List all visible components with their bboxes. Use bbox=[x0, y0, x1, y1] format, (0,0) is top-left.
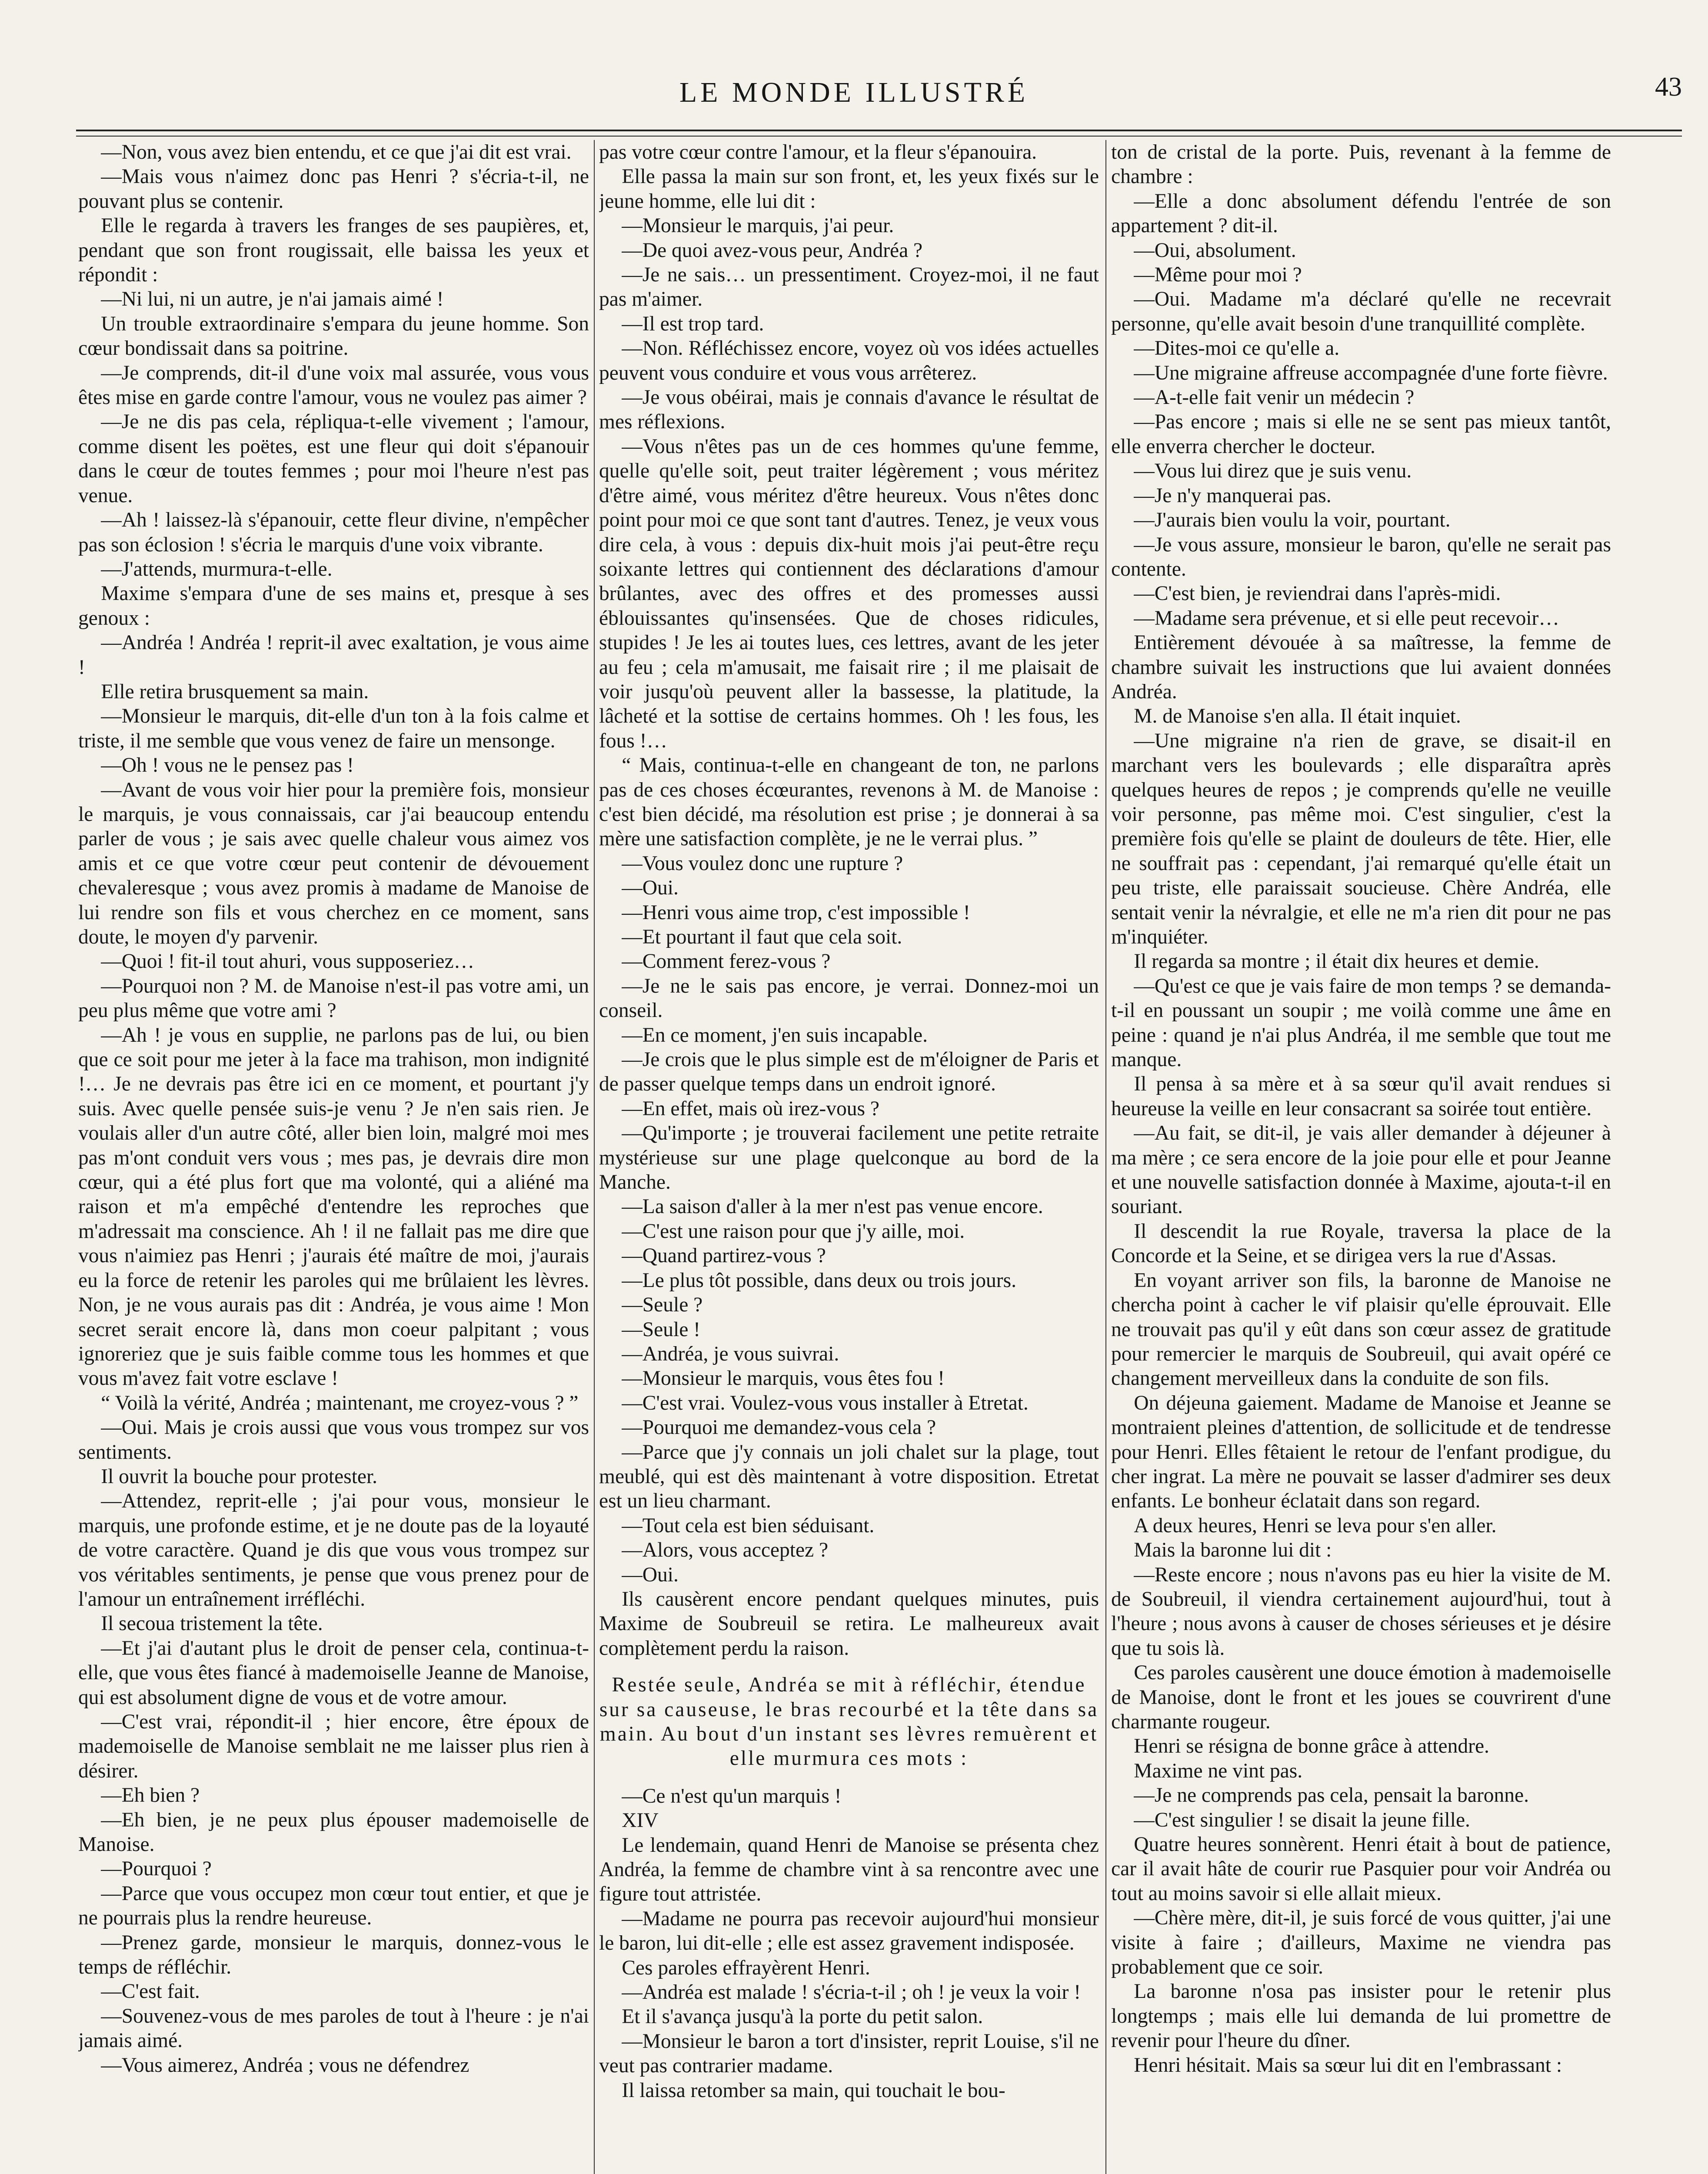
column-separator-1 bbox=[594, 140, 595, 2174]
paragraph: —La saison d'aller à la mer n'est pas venue encore. bbox=[622, 1195, 1043, 1218]
paragraph: Il descendit la rue Royale, traversa la place de la Concorde et la Seine, et se dirigea vers la rue d'Assas. bbox=[1111, 1220, 1611, 1267]
paragraph: —Non, vous avez bien entendu, et ce que j'ai dit est vrai. bbox=[101, 141, 572, 163]
paragraph: A deux heures, Henri se leva pour s'en aller. bbox=[1134, 1514, 1497, 1537]
paragraph: —C'est singulier ! se disait la jeune fille. bbox=[1134, 1808, 1470, 1831]
paragraph: —Je vous obéirai, mais je connais d'avance le résultat de mes réflexions. bbox=[599, 386, 1099, 433]
paragraph: Mais la baronne lui dit : bbox=[1134, 1539, 1332, 1562]
paragraph: —Pourquoi non ? M. de Manoise n'est-il pas votre ami, un peu plus même que votre ami ? bbox=[78, 974, 589, 1022]
paragraph: —De quoi avez-vous peur, Andréa ? bbox=[622, 239, 923, 262]
paragraph: —C'est fait. bbox=[101, 1980, 200, 2003]
paragraph: —J'attends, murmura-t-elle. bbox=[101, 557, 333, 580]
paragraph: XIV bbox=[622, 1809, 659, 1832]
paragraph: —Vous lui direz que je suis venu. bbox=[1134, 460, 1412, 483]
text-column-3 bbox=[1111, 140, 1611, 2174]
paragraph: —Oui, absolument. bbox=[1134, 239, 1296, 262]
paragraph: —Qu'importe ; je trouverai facilement une petite retraite mystérieuse sur une plage quelconque au bord de la Manche. bbox=[599, 1122, 1099, 1194]
paragraph: —Ah ! je vous en supplie, ne parlons pas de lui, ou bien que ce soit pour me jeter à la face ma trahison, mon indignité !… Je ne devrais pas être ici en ce moment, et pourtant j'y suis. Avec quelle pensée suis-je venu ? Je n'en sais rien. Je voulais aller d'un autre côté, aller bien loin, malgré moi mes pas m'ont conduit vers vous ; mes pas, je devrais dire mon cœur, qui a été plus fort que ma volonté, qui a aliéné ma raison et m'a empêché d'entendre les reproches que m'adressait ma conscience. Ah ! il ne fallait pas me dire que vous n'aimiez pas Henri ; j'aurais été maître de moi, j'aurais eu la force de retenir les paroles qui me brûlaient les lèvres. Non, je ne vous aurais pas dit : Andréa, je vous aime ! Mon secret serait encore là, dans mon coeur palpitant ; vous ignoreriez que je suis faible comme tous les hommes et que vous m'avez fait votre esclave ! bbox=[78, 1024, 589, 1390]
paragraph: Maxime s'empara d'une de ses mains et, presque à ses genoux : bbox=[78, 582, 589, 630]
paragraph: Il regarda sa montre ; il était dix heures et demie. bbox=[1134, 950, 1539, 973]
paragraph: ton de cristal de la porte. Puis, revenant à la femme de chambre : bbox=[1111, 141, 1611, 188]
paragraph: —Je ne comprends pas cela, pensait la baronne. bbox=[1134, 1784, 1529, 1807]
paragraph: —Une migraine n'a rien de grave, se disait-il en marchant vers les boulevards ; elle disparaîtra après quelques heures de repos ; je comprends qu'elle ne veuille voir personne, pas même moi. C'est singulier, c'est la première fois qu'elle se plaint de douleurs de tête. Hier, elle ne souffrait pas : cependant, j'ai remarqué qu'elle était un peu triste, elle paraissait soucieuse. Chère Andréa, elle sentait venir la névralgie, et elle ne m'a rien dit pour ne pas m'inquiéter. bbox=[1111, 729, 1611, 948]
paragraph: Ces paroles causèrent une douce émotion à mademoiselle de Manoise, dont le front et les joues se couvrirent d'une charmante rougeur. bbox=[1111, 1661, 1611, 1733]
paragraph: —Et j'ai d'autant plus le droit de penser cela, continua-t-elle, que vous êtes fiancé à mademoiselle Jeanne de Manoise, qui est absolument digne de vous et de votre amour. bbox=[78, 1637, 589, 1709]
paragraph: —Eh bien, je ne peux plus épouser mademoiselle de Manoise. bbox=[78, 1808, 589, 1856]
paragraph: —Le plus tôt possible, dans deux ou trois jours. bbox=[622, 1269, 1016, 1292]
paragraph: —Je crois que le plus simple est de m'éloigner de Paris et de passer quelque temps dans un endroit ignoré. bbox=[599, 1048, 1099, 1096]
paragraph: —J'aurais bien voulu la voir, pourtant. bbox=[1134, 509, 1451, 532]
paragraph: —Je n'y manquerai pas. bbox=[1134, 484, 1332, 507]
paragraph: La baronne n'osa pas insister pour le retenir plus longtemps ; mais elle lui demanda de lui promettre de revenir pour l'heure du dîner. bbox=[1111, 1980, 1611, 2052]
paragraph: Un trouble extraordinaire s'empara du jeune homme. Son cœur bondissait dans sa poitrine. bbox=[78, 312, 589, 360]
paragraph: —Ni lui, ni un autre, je n'ai jamais aimé ! bbox=[101, 288, 444, 311]
paragraph: “ Mais, continua-t-elle en changeant de ton, ne parlons pas de ces choses écœurantes, revenons à M. de Manoise : c'est bien décidé, ma résolution est prise ; je donnerai à sa mère une satisfaction complète, je ne le verrai plus. ” bbox=[599, 754, 1099, 850]
paragraph: —Elle a donc absolument défendu l'entrée de son appartement ? dit-il. bbox=[1111, 190, 1611, 237]
paragraph: —Oh ! vous ne le pensez pas ! bbox=[101, 754, 354, 777]
paragraph: —Une migraine affreuse accompagnée d'une forte fièvre. bbox=[1134, 361, 1608, 384]
paragraph: —Tout cela est bien séduisant. bbox=[622, 1514, 875, 1537]
paragraph: —Comment ferez-vous ? bbox=[622, 950, 831, 973]
page-number: 43 bbox=[1655, 72, 1682, 102]
paragraph: Il laissa retomber sa main, qui touchait le bou- bbox=[622, 2079, 1005, 2102]
paragraph: —Parce que vous occupez mon cœur tout entier, et que je ne pourrais plus la rendre heureuse. bbox=[78, 1882, 589, 1930]
paragraph: —Et pourtant il faut que cela soit. bbox=[622, 926, 902, 948]
paragraph: Maxime ne vint pas. bbox=[1134, 1759, 1303, 1782]
paragraph: Elle le regarda à travers les franges de ses paupières, et, pendant que son front rougissait, elle baissa les yeux et répondit : bbox=[78, 214, 589, 287]
paragraph: Et il s'avança jusqu'à la porte du petit salon. bbox=[622, 2005, 983, 2028]
journal-title: LE MONDE ILLUSTRÉ bbox=[679, 77, 1029, 108]
paragraph: Il secoua tristement la tête. bbox=[101, 1612, 323, 1635]
paragraph: —Madame sera prévenue, et si elle peut recevoir… bbox=[1134, 607, 1559, 630]
paragraph: —Monsieur le marquis, vous êtes fou ! bbox=[622, 1367, 945, 1390]
paragraph: —Je comprends, dit-il d'une voix mal assurée, vous vous êtes mise en garde contre l'amour, vous ne voulez pas aimer ? bbox=[78, 361, 589, 409]
paragraph: —Monsieur le marquis, j'ai peur. bbox=[622, 214, 894, 237]
paragraph: —Eh bien ? bbox=[101, 1784, 200, 1807]
paragraph: —Ce n'est qu'un marquis ! bbox=[622, 1784, 842, 1807]
paragraph: —C'est bien, je reviendrai dans l'après-midi. bbox=[1134, 582, 1501, 605]
paragraph: —Ah ! laissez-là s'épanouir, cette fleur divine, n'empêcher pas son éclosion ! s'écria le marquis d'une voix vibrante. bbox=[78, 509, 589, 556]
paragraph: —Monsieur le baron a tort d'insister, reprit Louise, s'il ne veut pas contrarier madame. bbox=[599, 2030, 1099, 2077]
paragraph: Elle passa la main sur son front, et, les yeux fixés sur le jeune homme, elle lui dit : bbox=[599, 165, 1099, 213]
paragraph: —Seule ? bbox=[622, 1294, 703, 1317]
paragraph: —Parce que j'y connais un joli chalet sur la plage, tout meublé, qui est dès maintenant à votre disposition. Etretat est un lieu charmant. bbox=[599, 1440, 1099, 1513]
paragraph: —Même pour moi ? bbox=[1134, 263, 1302, 287]
text-column-1 bbox=[78, 140, 589, 2174]
paragraph: “ Voilà la vérité, Andréa ; maintenant, me croyez-vous ? ” bbox=[101, 1391, 579, 1414]
paragraph: Ces paroles effrayèrent Henri. bbox=[622, 1956, 870, 1979]
paragraph: —Seule ! bbox=[622, 1318, 700, 1341]
paragraph: —En effet, mais où irez-vous ? bbox=[622, 1097, 879, 1120]
paragraph: —Alors, vous acceptez ? bbox=[622, 1539, 829, 1562]
paragraph: —Souvenez-vous de mes paroles de tout à l'heure : je n'ai jamais aimé. bbox=[78, 2004, 589, 2052]
paragraph: —Oui. bbox=[622, 1563, 679, 1586]
paragraph: Henri se résigna de bonne grâce à attendre. bbox=[1134, 1735, 1489, 1758]
paragraph: —Au fait, se dit-il, je vais aller demander à déjeuner à ma mère ; ce sera encore de la joie pour elle et pour Jeanne et une nouvelle satisfaction donnée à Maxime, ajouta-t-il en souriant. bbox=[1111, 1122, 1611, 1218]
paragraph: —Oui. Madame m'a déclaré qu'elle ne recevrait personne, qu'elle avait besoin d'une tranquillité complète. bbox=[1111, 288, 1611, 335]
paragraph: Elle retira brusquement sa main. bbox=[101, 680, 369, 703]
paragraph: —Reste encore ; nous n'avons pas eu hier la visite de M. de Soubreuil, il viendra certainement aujourd'hui, tout à l'heure ; nous avons à causer de choses sérieuses et je désire que tu sois là. bbox=[1111, 1563, 1611, 1660]
paragraph: Quatre heures sonnèrent. Henri était à bout de patience, car il avait hâte de courir rue Pasquier pour voir Andréa ou tout au moins savoir si elle allait mieux. bbox=[1111, 1833, 1611, 1905]
paragraph: M. de Manoise s'en alla. Il était inquiet. bbox=[1134, 705, 1461, 728]
paragraph: —Non. Réfléchissez encore, voyez où vos idées actuelles peuvent vous conduire et vous vous arrêterez. bbox=[599, 337, 1099, 384]
paragraph: —Quand partirez-vous ? bbox=[622, 1244, 826, 1267]
paragraph: —Oui. Mais je crois aussi que vous vous trompez sur vos sentiments. bbox=[78, 1416, 589, 1464]
paragraph: Il pensa à sa mère et à sa sœur qu'il avait rendues si heureuse la veille en leur consacrant sa soirée tout entière. bbox=[1111, 1073, 1611, 1120]
page-header bbox=[0, 0, 1708, 139]
paragraph: —Madame ne pourra pas recevoir aujourd'hui monsieur le baron, lui dit-elle ; elle est assez gravement indisposée. bbox=[599, 1907, 1099, 1955]
paragraph: —Dites-moi ce qu'elle a. bbox=[1134, 337, 1340, 360]
paragraph: —Mais vous n'aimez donc pas Henri ? s'écria-t-il, ne pouvant plus se contenir. bbox=[78, 165, 589, 213]
paragraph: On déjeuna gaiement. Madame de Manoise et Jeanne se montraient pleines d'attention, de sollicitude et de tendresse pour Henri. Elles fêtaient le retour de l'enfant prodigue, du cher ingrat. La mère ne pouvait se lasser d'admirer ses deux enfants. Le bonheur éclatait dans son regard. bbox=[1111, 1391, 1611, 1513]
paragraph: —Andréa ! Andréa ! reprit-il avec exaltation, je vous aime ! bbox=[78, 631, 589, 679]
paragraph: —Avant de vous voir hier pour la première fois, monsieur le marquis, je vous connaissais, car j'ai beaucoup entendu parler de vous ; je sais avec quelle chaleur vous aimez vos amis et ce que votre cœur peut contenir de dévouement chevaleresque ; vous avez promis à madame de Manoise de lui rendre son fils et vous cherchez en ce moment, sans doute, le moyen d'y parvenir. bbox=[78, 778, 589, 948]
paragraph: —C'est vrai, répondit-il ; hier encore, être époux de mademoiselle de Manoise semblait ne me laisser plus rien à désirer. bbox=[78, 1711, 589, 1782]
chapter-heading: Restée seule, Andréa se mit à réfléchir, étendue sur sa causeuse, le bras recourbé et la tête dans sa main. Au bout d'un instant ses lèvres remuèrent et elle murmura ces mots : bbox=[599, 1674, 1099, 1770]
paragraph: —Oui. bbox=[622, 877, 679, 900]
paragraph: —Vous aimerez, Andréa ; vous ne défendrez bbox=[101, 2054, 469, 2077]
paragraph: —A-t-elle fait venir un médecin ? bbox=[1134, 386, 1415, 409]
paragraph: Entièrement dévouée à sa maîtresse, la femme de chambre suivait les instructions que lui avaient données Andréa. bbox=[1111, 631, 1611, 703]
paragraph: En voyant arriver son fils, la baronne de Manoise ne chercha point à cacher le vif plaisir qu'elle éprouvait. Elle ne trouvait pas qu'il y eût dans son cœur assez de gratitude pour remercier le marquis de Soubreuil, qui avait opéré ce changement merveilleux dans la conduite de son fils. bbox=[1111, 1269, 1611, 1390]
paragraph: —C'est une raison pour que j'y aille, moi. bbox=[622, 1220, 965, 1243]
paragraph: —Vous n'êtes pas un de ces hommes qu'une femme, quelle qu'elle soit, peut traiter légèrement ; vous méritez d'être aimé, vous méritez d'être heureux. Vous n'êtes donc point pour moi ce que sont tant d'autres. Tenez, je veux vous dire cela, à vous : depuis dix-huit mois j'ai peut-être reçu soixante lettres qui contiennent des déclarations d'amour brûlantes, avec des offres et des promesses aussi éblouissantes qu'insensées. Que de choses ridicules, stupides ! Je les ai toutes lues, ces lettres, avant de les jeter au feu ; cela m'amusait, me faisait rire ; il me plaisait de voir jusqu'où peuvent aller la bassesse, la platitude, la lâcheté et la sottise de certains hommes. Oh ! les fous, les fous !… bbox=[599, 435, 1099, 752]
paragraph: —Je ne le sais pas encore, je verrai. Donnez-moi un conseil. bbox=[599, 974, 1099, 1022]
paragraph: —Monsieur le marquis, dit-elle d'un ton à la fois calme et triste, il me semble que vous venez de faire un mensonge. bbox=[78, 705, 589, 752]
paragraph: —C'est vrai. Voulez-vous vous installer à Etretat. bbox=[622, 1391, 1029, 1414]
paragraph: Henri hésitait. Mais sa sœur lui dit en l'embrassant : bbox=[1134, 2054, 1562, 2077]
paragraph: —Je ne sais… un pressentiment. Croyez-moi, il ne faut pas m'aimer. bbox=[599, 263, 1099, 311]
column-separator-2 bbox=[1105, 140, 1106, 2174]
paragraph: Il ouvrit la bouche pour protester. bbox=[101, 1465, 378, 1488]
paragraph: —Chère mère, dit-il, je suis forcé de vous quitter, j'ai une visite à faire ; d'ailleurs, Maxime ne viendra pas probablement que ce soir. bbox=[1111, 1907, 1611, 1979]
paragraph: —Vous voulez donc une rupture ? bbox=[622, 852, 903, 875]
paragraph: —Je vous assure, monsieur le baron, qu'elle ne serait pas contente. bbox=[1111, 533, 1611, 580]
paragraph: —Andréa, je vous suivrai. bbox=[622, 1342, 839, 1365]
header-rule-thin bbox=[76, 136, 1682, 137]
paragraph: —Je ne dis pas cela, répliqua-t-elle vivement ; l'amour, comme disent les poëtes, est une fleur qui doit s'épanouir dans le cœur de toutes femmes ; pour moi l'heure n'est pas venue. bbox=[78, 410, 589, 507]
header-rule-thick bbox=[76, 130, 1682, 131]
paragraph: —Pourquoi ? bbox=[101, 1857, 212, 1881]
paragraph: —Quoi ! fit-il tout ahuri, vous supposeriez… bbox=[101, 950, 475, 973]
paragraph: —Prenez garde, monsieur le marquis, donnez-vous le temps de réfléchir. bbox=[78, 1931, 589, 1979]
paragraph: —Pourquoi me demandez-vous cela ? bbox=[622, 1416, 936, 1439]
paragraph: —Pas encore ; mais si elle ne se sent pas mieux tantôt, elle enverra chercher le docteur. bbox=[1111, 410, 1611, 458]
paragraph: Ils causèrent encore pendant quelques minutes, puis Maxime de Soubreuil se retira. Le malheureux avait complètement perdu la raison. bbox=[599, 1587, 1099, 1660]
paragraph: —En ce moment, j'en suis incapable. bbox=[622, 1024, 928, 1047]
paragraph: Le lendemain, quand Henri de Manoise se présenta chez Andréa, la femme de chambre vint à sa rencontre avec une figure tout attristée. bbox=[599, 1834, 1099, 1906]
text-column-2 bbox=[599, 140, 1099, 2174]
paragraph: —Henri vous aime trop, c'est impossible ! bbox=[622, 901, 970, 924]
paragraph: pas votre cœur contre l'amour, et la fleur s'épanouira. bbox=[599, 141, 1037, 163]
paragraph: —Andréa est malade ! s'écria-t-il ; oh ! je veux la voir ! bbox=[622, 1981, 1081, 2004]
paragraph: —Qu'est ce que je vais faire de mon temps ? se demanda-t-il en poussant un soupir ; me voilà comme une âme en peine : quand je n'ai plus Andréa, il me semble que tout me manque. bbox=[1111, 974, 1611, 1071]
paragraph: —Il est trop tard. bbox=[622, 312, 764, 335]
paragraph: —Attendez, reprit-elle ; j'ai pour vous, monsieur le marquis, une profonde estime, et je ne doute pas de la loyauté de votre caractère. Quand je dis que vous vous trompez sur vos véritables sentiments, je pense que vous prenez pour de l'amour un entraînement irréfléchi. bbox=[78, 1490, 589, 1610]
